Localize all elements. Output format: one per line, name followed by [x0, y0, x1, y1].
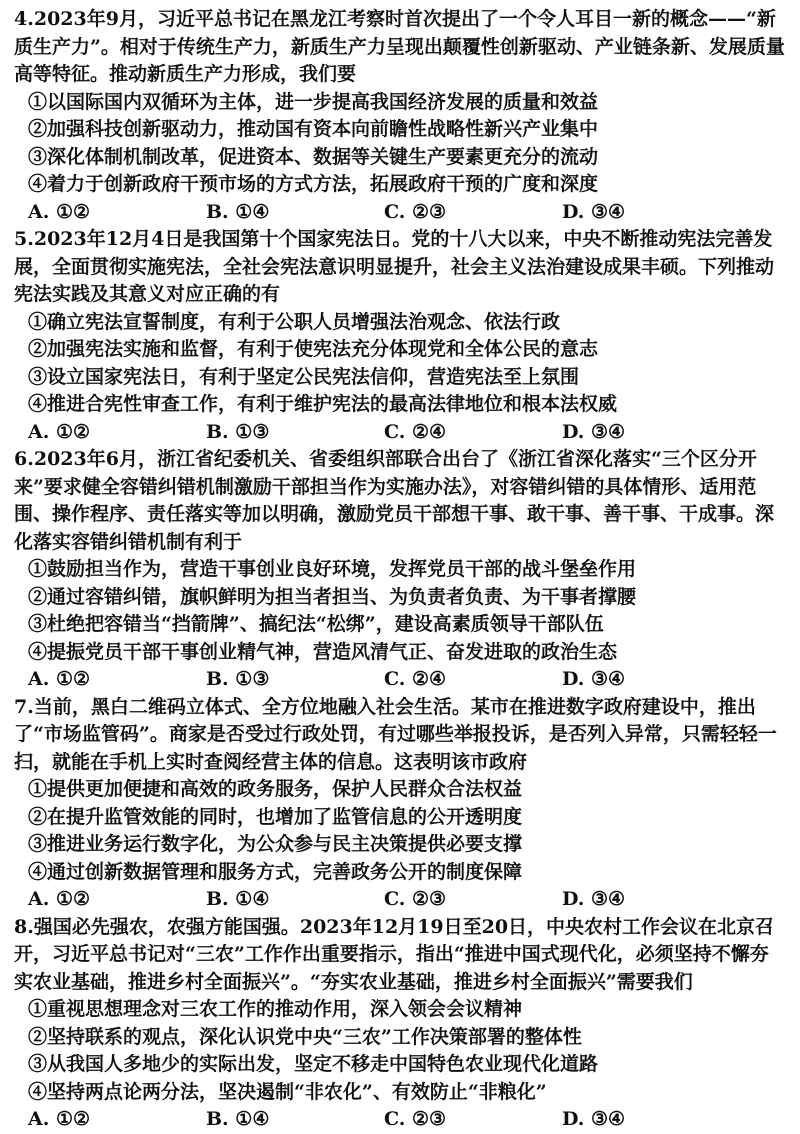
question-7	[14, 694, 786, 914]
option-3: ③深化体制机制改革，促进资本、数据等关键生产要素更充分的流动	[28, 145, 599, 168]
option-1: ①提供更加便捷和高效的政务服务，保护人民群众合法权益	[28, 778, 523, 800]
answer-c: C. ②③	[384, 1108, 447, 1130]
option-3: ③推进业务运行数字化，为公众参与民主决策提供必要支撑	[28, 833, 523, 855]
option-3: ③设立国家宪法日，有利于坚定公民宪法信仰，营造宪法至上氛围	[28, 365, 580, 388]
answer-c: C. ②③	[384, 888, 447, 910]
answer-choices	[14, 886, 786, 914]
option-4: ④坚持两点论两分法，坚决遏制“非农化”、有效防止“非粮化”	[28, 1080, 547, 1103]
answer-b: B. ①④	[206, 200, 270, 223]
option-3: ③从我国人多地少的实际出发，坚定不移走中国特色农业现代化道路	[28, 1053, 599, 1075]
answer-choices	[14, 419, 786, 447]
option-3: ③杜绝把容错当“挡箭牌”、搞纪法“松绑”，建设高素质领导干部队伍	[28, 613, 604, 635]
answer-a: A. ①②	[28, 420, 91, 443]
question-text: 2023年6月，浙江省纪委机关、省委组织部联合出台了《浙江省深化落实“三个区分开来”要求健全容错纠错机制激励干部担当作为实施办法》，对容错纠错的具体情形、适用范围、操作程序、责任落实等加以明确，激励党员干部想干事、敢干事、善干事、干成事。深化落实容错纠错机制有利于	[14, 448, 775, 553]
option-1: ①鼓励担当作为，营造干事创业良好环境，发挥党员干部的战斗堡垒作用	[28, 558, 637, 580]
question-text: 2023年12月4日是我国第十个国家宪法日。党的十八大以来，中央不断推动宪法完善发展，全面贯彻实施宪法，全社会宪法意识明显提升，社会主义法治建设成果丰硕。下列推动宪法实践及其意义对应正确的有	[14, 228, 775, 305]
answer-a: A. ①②	[28, 1108, 91, 1130]
option-2: ②坚持联系的观点，深化认识党中央“三农”工作决策部署的整体性	[28, 1025, 582, 1048]
option-2: ②通过容错纠错，旗帜鲜明为担当者担当、为负责者负责、为干事者撑腰	[28, 585, 637, 608]
question-stem	[14, 6, 786, 89]
question-number: 5.	[14, 228, 34, 250]
option-1: ①重视思想理念对三农工作的推动作用，深入领会会议精神	[28, 998, 523, 1020]
answer-d: D. ③④	[562, 200, 626, 223]
answer-a: A. ①②	[28, 668, 91, 690]
answer-a: A. ①②	[28, 200, 91, 223]
question-number: 8.	[14, 915, 34, 938]
question-4	[14, 6, 786, 226]
question-stem	[14, 446, 786, 556]
answer-choices	[14, 1106, 786, 1134]
answer-b: B. ①③	[206, 668, 270, 690]
answer-c: C. ②④	[384, 420, 447, 443]
answer-d: D. ③④	[562, 888, 626, 910]
answer-d: D. ③④	[562, 668, 626, 690]
answer-b: B. ①④	[206, 1108, 270, 1130]
answer-c: C. ②④	[384, 668, 447, 690]
question-stem	[14, 226, 786, 309]
option-1: ①确立宪法宣誓制度，有利于公职人员增强法治观念、依法行政	[28, 310, 561, 333]
option-4: ④通过创新数据管理和服务方式，完善政务公开的制度保障	[28, 860, 523, 883]
option-4: ④推进合宪性审查工作，有利于维护宪法的最高法律地位和根本法权威	[28, 393, 618, 415]
question-text: 2023年9月，习近平总书记在黑龙江考察时首次提出了一个令人耳目一新的概念——“新质生产力”。相对于传统生产力，新质生产力呈现出颠覆性创新驱动、产业链条新、发展质量高等特征。推动新质生产力形成，我们要	[14, 8, 785, 85]
question-number: 7.	[14, 695, 34, 718]
answer-d: D. ③④	[562, 1108, 626, 1130]
question-stem	[14, 914, 786, 997]
answer-a: A. ①②	[28, 888, 91, 910]
question-stem	[14, 694, 786, 777]
option-2: ②在提升监管效能的同时，也增加了监管信息的公开透明度	[28, 805, 523, 828]
option-4: ④提振党员干部干事创业精气神，营造风清气正、奋发进取的政治生态	[28, 640, 618, 663]
option-4: ④着力于创新政府干预市场的方式方法，拓展政府干预的广度和深度	[28, 173, 599, 195]
answer-choices	[14, 199, 786, 227]
answer-b: B. ①④	[206, 888, 270, 910]
question-6	[14, 446, 786, 694]
option-1: ①以国际国内双循环为主体，进一步提高我国经济发展的质量和效益	[28, 90, 599, 113]
question-number: 6.	[14, 448, 34, 470]
question-8	[14, 914, 786, 1134]
question-text: 当前，黑白二维码立体式、全方位地融入社会生活。某市在推进数字政府建设中，推出了“市场监管码”。商家是否受过行政处罚，有过哪些举报投诉，是否列入异常，只需轻轻一扫，就能在手机上实时查阅经营主体的信息。这表明该市政府	[14, 695, 777, 773]
option-2: ②加强宪法实施和监督，有利于使宪法充分体现党和全体公民的意志	[28, 338, 599, 360]
answer-b: B. ①③	[206, 420, 270, 443]
question-5	[14, 226, 786, 446]
answer-choices	[14, 666, 786, 694]
answer-c: C. ②③	[384, 200, 447, 223]
option-2: ②加强科技创新驱动力，推动国有资本向前瞻性战略性新兴产业集中	[28, 118, 599, 140]
question-number: 4.	[14, 8, 34, 30]
question-text: 强国必先强农，农强方能国强。2023年12月19日至20日，中央农村工作会议在北京召开，习近平总书记对“三农”工作作出重要指示，指出“推进中国式现代化，必须坚持不懈夯实农业基础，推进乡村全面振兴”。“夯实农业基础，推进乡村全面振兴”需要我们	[14, 915, 775, 993]
answer-d: D. ③④	[562, 420, 626, 443]
